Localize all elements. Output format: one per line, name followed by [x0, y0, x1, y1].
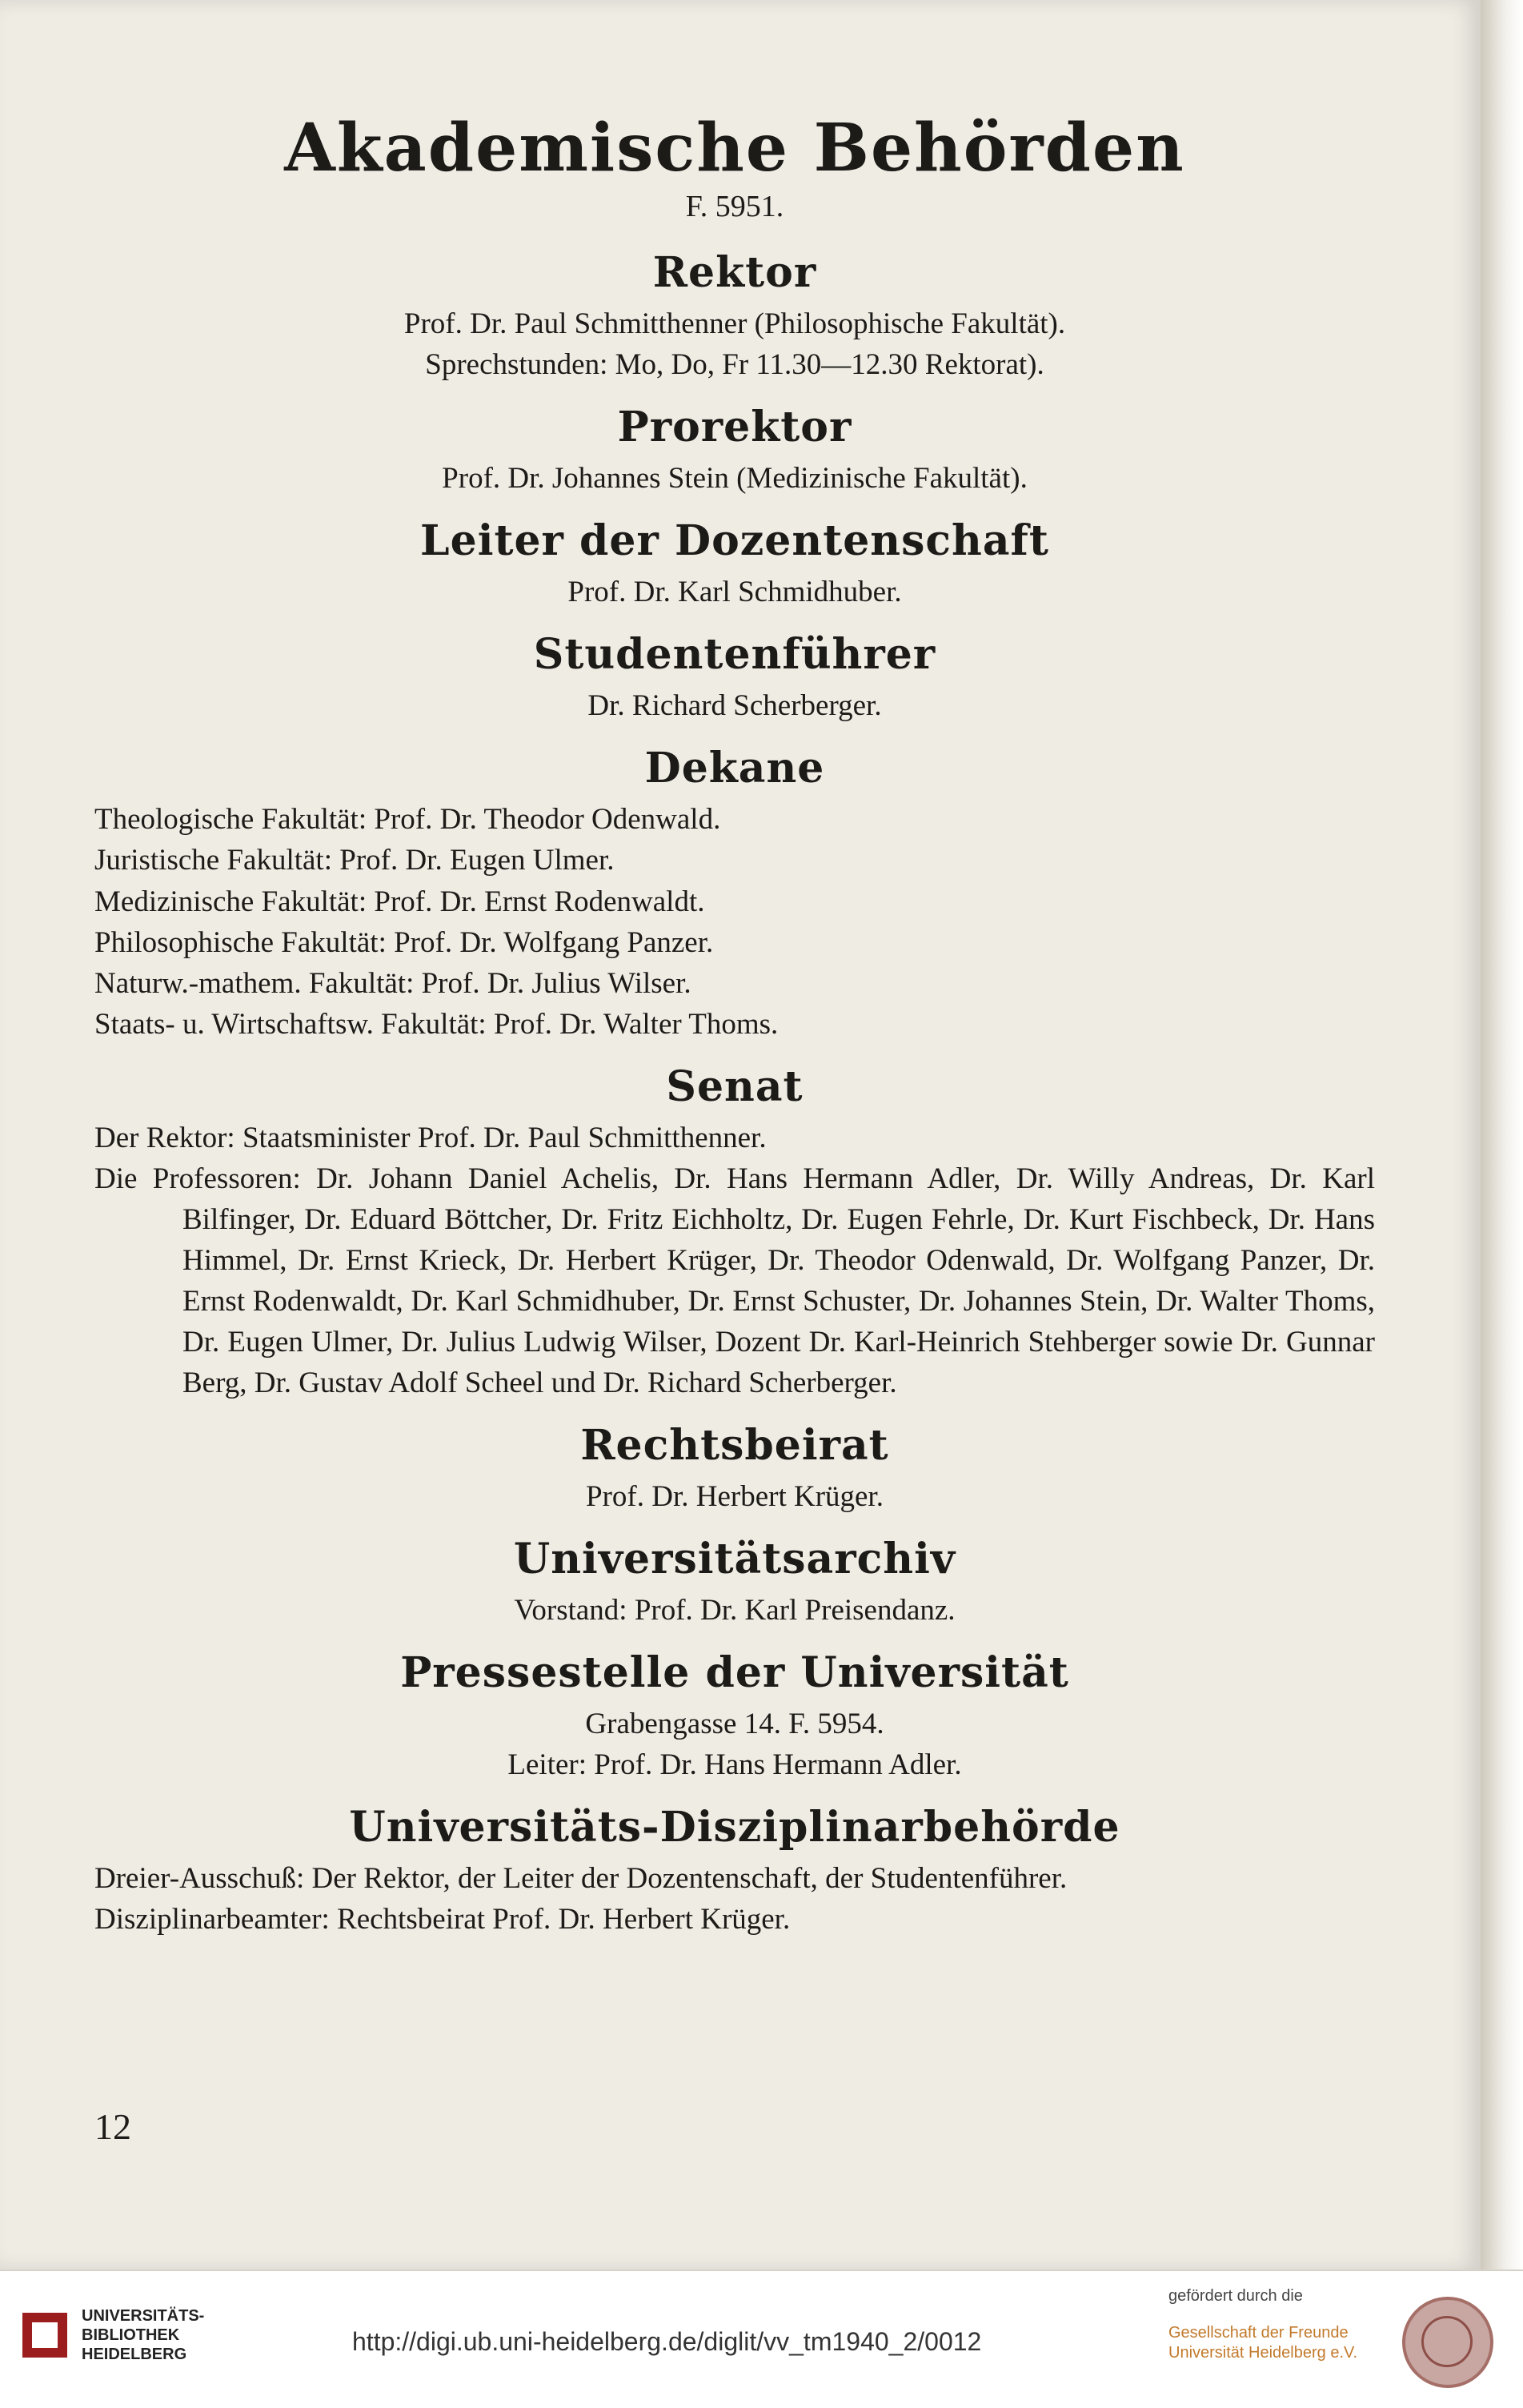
phone-number: F. 5951. [685, 190, 784, 224]
section-heading: Senat [666, 1062, 804, 1111]
book-spine-edge [1481, 0, 1523, 2270]
sponsor-block [1168, 2287, 1361, 2363]
section-dekane [94, 744, 1375, 1044]
library-name-line: BIBLIOTHEK [82, 2326, 180, 2344]
section-line: Dr. Richard Scherberger. [587, 689, 882, 723]
sponsor-caption: gefördert durch die [1168, 2287, 1303, 2305]
section-line: Prof. Dr. Herbert Krüger. [586, 1480, 884, 1514]
library-name [82, 2306, 204, 2364]
section-line: Sprechstunden: Mo, Do, Fr 11.30—12.30 Rektorat). [425, 348, 1044, 382]
section-heading: Studentenführer [533, 630, 936, 680]
section-universitaetsarchiv [94, 1535, 1375, 1631]
section-line: Der Rektor: Staatsminister Prof. Dr. Paul Schmitthenner. [94, 1121, 767, 1154]
section-rechtsbeirat [94, 1421, 1375, 1517]
page-number: 12 [94, 2106, 131, 2147]
section-heading: Universitäts-Disziplinarbehörde [349, 1803, 1120, 1852]
library-name-line: HEIDELBERG [82, 2346, 187, 2363]
section-studentenfuehrer [94, 630, 1375, 726]
section-heading: Universitätsarchiv [513, 1535, 956, 1584]
section-line: Vorstand: Prof. Dr. Karl Preisendanz. [514, 1594, 956, 1627]
permalink-url[interactable]: http://digi.ub.uni-heidelberg.de/diglit/vv_tm1940_2/0012 [352, 2327, 982, 2356]
section-line: Naturw.-mathem. Fakultät: Prof. Dr. Julius Wilser. [94, 966, 691, 1000]
section-senat [94, 1062, 1375, 1403]
section-heading: Prorektor [617, 403, 852, 452]
section-heading: Rechtsbeirat [580, 1421, 889, 1471]
section-line: Prof. Dr. Karl Schmidhuber. [567, 576, 902, 609]
section-line: Die Professoren: Dr. Johann Daniel Achelis, Dr. Hans Hermann Adler, Dr. Willy Andreas, Dr. Karl Bilfinger, Dr. Eduard Böttcher, Dr. Fritz Eichholtz, Dr. Eugen Fehrle, Dr. Kurt Fischbeck, Dr. Hans Himmel, Dr. Ernst Krieck, Dr. Herbert Krüger, Dr. Theodor Odenwald, Dr. Wolfgang Panzer, Dr. Ernst Rodenwaldt, Dr. Karl Schmidhuber, Dr. Ernst Schuster, Dr. Johannes Stein, Dr. Walter Thoms, Dr. Eugen Ulmer, Dr. Julius Ludwig Wilser, Dozent Dr. Karl-Heinrich Stehberger sowie Dr. Gunnar Berg, Dr. Gustav Adolf Scheel und Dr. Richard Scherberger. [94, 1162, 1375, 1399]
section-line: Prof. Dr. Paul Schmitthenner (Philosophische Fakultät). [403, 307, 1066, 341]
university-seal-icon [1402, 2297, 1493, 2388]
section-heading: Dekane [644, 744, 825, 793]
section-disziplinarbehoerde [94, 1803, 1375, 1940]
section-line: Dreier-Ausschuß: Der Rektor, der Leiter der Dozentenschaft, der Studentenführer. [94, 1862, 1068, 1896]
section-line: Grabengasse 14. F. 5954. [585, 1708, 884, 1741]
section-line: Staats- u. Wirtschaftsw. Fakultät: Prof. Dr. Walter Thoms. [94, 1007, 779, 1041]
section-line: Leiter: Prof. Dr. Hans Hermann Adler. [507, 1748, 962, 1782]
section-heading: Leiter der Dozentenschaft [420, 516, 1049, 566]
section-line: Juristische Fakultät: Prof. Dr. Eugen Ulmer. [94, 844, 615, 877]
section-line: Medizinische Fakultät: Prof. Dr. Ernst Rodenwaldt. [94, 885, 705, 918]
section-heading: Pressestelle der Universität [400, 1648, 1069, 1698]
section-line: Philosophische Fakultät: Prof. Dr. Wolfgang Panzer. [94, 925, 714, 959]
section-rektor [94, 248, 1375, 385]
sponsor-name-line: Universität Heidelberg e.V. [1168, 2344, 1358, 2362]
section-pressestelle [94, 1648, 1375, 1785]
section-line: Disziplinarbeamter: Rechtsbeirat Prof. Dr. Herbert Krüger. [94, 1903, 791, 1936]
viewer-footer [0, 2270, 1523, 2408]
page-title: Akademische Behörden [284, 110, 1185, 187]
section-heading: Rektor [652, 248, 817, 298]
section-line: Prof. Dr. Johannes Stein (Medizinische Fakultät). [442, 462, 1028, 496]
section-prorektor [94, 403, 1375, 499]
section-dozentenschaft [94, 516, 1375, 612]
sponsor-name-line: Gesellschaft der Freunde [1168, 2324, 1349, 2342]
section-line: Theologische Fakultät: Prof. Dr. Theodor Odenwald. [94, 803, 721, 837]
library-logo-icon [22, 2313, 67, 2358]
library-name-line: UNIVERSITÄTS- [82, 2307, 205, 2325]
page-content [94, 112, 1375, 1940]
